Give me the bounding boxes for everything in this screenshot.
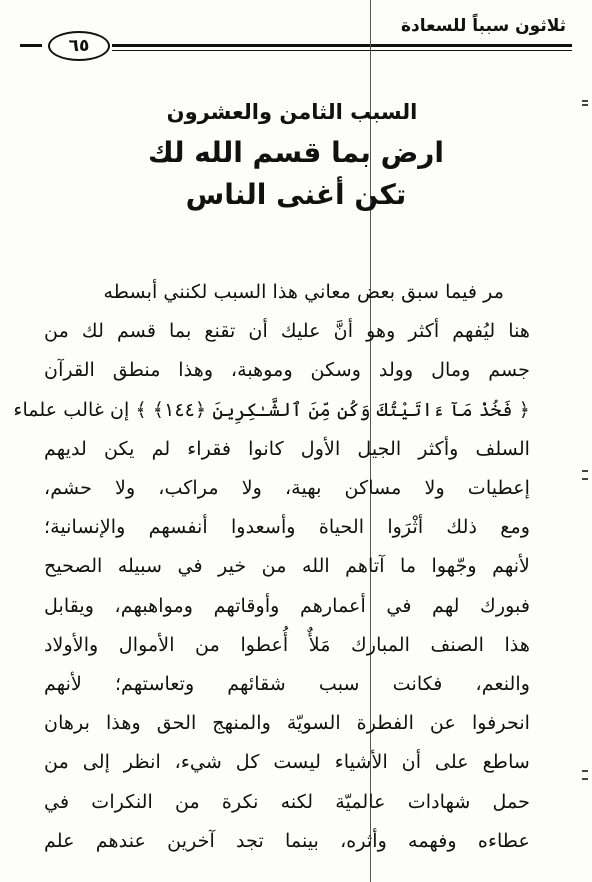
text-line: هذا الصنف المبارك مَلأٌ أُعطوا من الأموال والأولاد [44, 632, 530, 656]
text-line: جسم ومال وولد وسكن وموهبة، وهذا منطق القرآن [44, 358, 530, 382]
margin-mark [582, 770, 588, 772]
text-line: هنا ليُفهم أكثر وهو أنَّ عليك أن تقنع بما قسم لك من [44, 319, 530, 343]
text-line: ومع ذلك أثْرَوا الحياة وأسعدوا أنفسهم والإنسانية؛ [44, 515, 530, 539]
text-line: لأنهم وجّهوا ما آتاهم الله من خير في سبيله الصحيح [44, 554, 530, 578]
text-line: فبورك لهم في أعمارهم وأوقاتهم ومواهبهم، ويقابل [44, 593, 530, 617]
text-line-quran-verse: ﴿ فَخُذْ مَآ ءَاتَيْتُكَ وَكُن مِّنَ ٱلشَّـٰكِرِينَ ﴿١٤٤﴾ ﴾ إن غالب علماء [13, 397, 530, 421]
text-line: حمل شهادات عالميّة لكنه نكرة من النكرات في [44, 789, 530, 813]
reason-heading: السبب الثامن والعشرون [166, 100, 418, 124]
text-line: انحرفوا عن الفطرة السويّة والمنهج الحق وهذا برهان [44, 711, 530, 735]
margin-mark [582, 778, 588, 780]
chapter-title-line-1: ارض بما قسم الله لك [147, 136, 445, 169]
text-line: عطاءه وفهمه وأثره، بينما تجد آخرين عندهم علم [44, 828, 530, 852]
text-line: والنعم، فكانت سبب شقائهم وتعاستهم؛ لأنهم [44, 672, 530, 696]
text-line: السلف وأكثر الجيل الأول كانوا فقراء لم يكن لديهم [44, 436, 530, 460]
header-rule-right [112, 44, 572, 47]
text-line: إعطيات ولا مساكن بهية، ولا مراكب، ولا حشم، [44, 476, 530, 500]
page-header [20, 14, 572, 66]
chapter-headings [0, 100, 592, 216]
page-number: ٦٥ [48, 31, 110, 61]
running-title: ثلاثون سبباً للسعادة [400, 16, 566, 36]
margin-mark [582, 470, 588, 472]
header-rule-left [20, 44, 42, 47]
text-line: مر فيما سبق بعض معاني هذا السبب لكنني أبسطه [103, 280, 504, 303]
margin-mark [582, 478, 588, 480]
chapter-title-line-2: تكن أغنى الناس [185, 178, 407, 211]
body-text [13, 272, 530, 860]
text-line: ساطع على أن الأشياء ليست كل شيء، انظر إلى من [44, 750, 530, 774]
